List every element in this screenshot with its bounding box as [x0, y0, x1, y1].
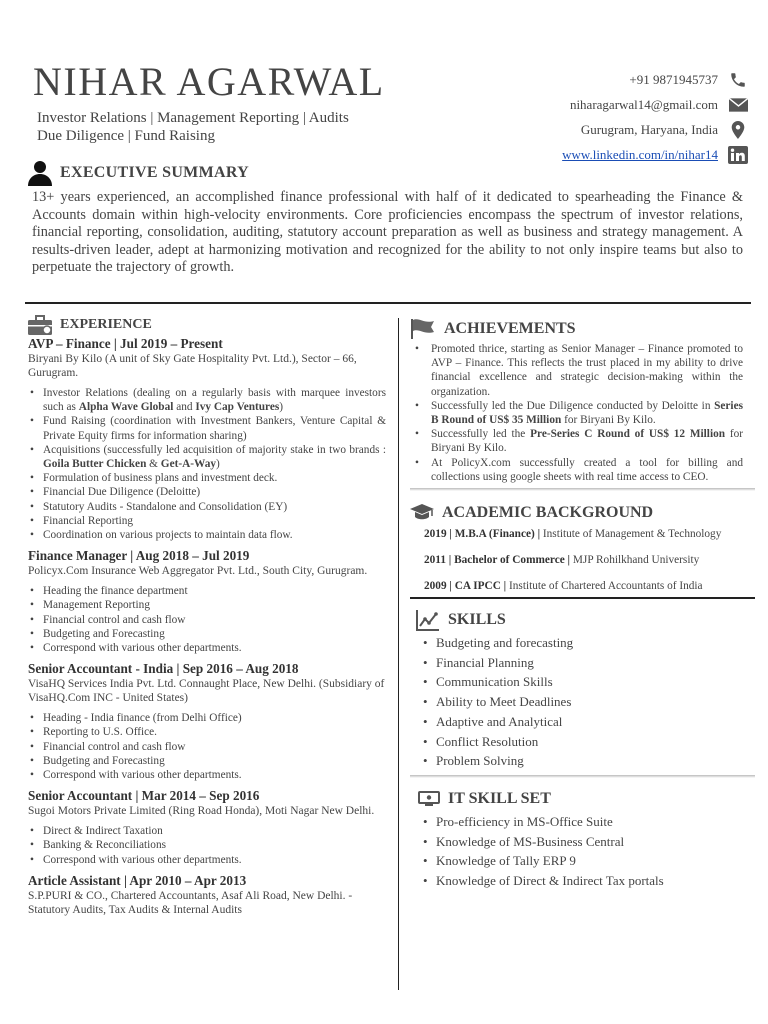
list-item: • Budgeting and Forecasting	[28, 754, 386, 768]
side-column	[410, 316, 755, 899]
education-entry: 2019 | M.B.A (Finance) | Institute of Management & Technology	[424, 528, 722, 541]
list-item: • Heading the finance department	[28, 584, 386, 598]
line-chart-icon	[416, 609, 440, 631]
skills-heading-text: SKILLS	[448, 611, 506, 629]
list-item: • At PolicyX.com successfully created a tool for billing and collections using google sheets with real time access to CEO.	[410, 456, 755, 484]
list-item: • Financial Reporting	[28, 514, 386, 528]
section-divider	[410, 775, 755, 778]
list-item: • Knowledge of Direct & Indirect Tax portals	[410, 871, 755, 891]
job-title: AVP – Finance | Jul 2019 – Present	[28, 336, 223, 351]
list-item: • Budgeting and Forecasting	[28, 627, 386, 641]
job-title: Senior Accountant | Mar 2014 – Sep 2016	[28, 788, 260, 804]
list-item: • Investor Relations (dealing on a regularly basis with marquee investors such as Alpha Wave Global and Ivy Cap Ventures)	[28, 386, 386, 414]
briefcase-icon	[28, 315, 52, 335]
contact-linkedin	[418, 142, 748, 167]
phone-text: +91 9871945737	[629, 71, 718, 87]
contact-block	[418, 67, 748, 167]
job-entry	[28, 336, 386, 542]
list-item: • Adaptive and Analytical	[410, 712, 755, 732]
job-bullets	[28, 386, 386, 542]
job-bullets	[28, 711, 386, 782]
list-item: • Budgeting and forecasting	[410, 633, 755, 653]
job-entry	[28, 548, 386, 655]
person-icon	[28, 160, 52, 186]
list-item: • Problem Solving	[410, 751, 755, 771]
it-skills-section	[410, 786, 755, 891]
column-divider	[398, 318, 399, 990]
skills-heading	[410, 607, 755, 633]
graduation-cap-icon	[410, 504, 434, 522]
monitor-icon	[418, 791, 440, 807]
skills-section	[410, 607, 755, 778]
job-bullets	[28, 824, 386, 867]
list-item: • Knowledge of MS-Business Central	[410, 832, 755, 852]
list-item: • Statutory Audits - Standalone and Consolidation (EY)	[28, 500, 386, 514]
education-entry: 2009 | CA IPCC | Institute of Chartered Accountants of India	[424, 580, 703, 593]
list-item: • Financial Due Diligence (Deloitte)	[28, 485, 386, 499]
section-divider	[410, 597, 755, 599]
experience-column	[28, 314, 386, 923]
location-text: Gurugram, Haryana, India	[580, 121, 718, 137]
academic-heading	[410, 499, 755, 527]
achievements-heading-text: ACHIEVEMENTS	[444, 320, 576, 337]
linkedin-link[interactable]: www.linkedin.com/in/nihar14	[562, 146, 718, 162]
experience-heading	[28, 314, 386, 336]
achievements-section	[410, 316, 755, 491]
list-item: • Financial control and cash flow	[28, 740, 386, 754]
job-title: Senior Accountant - India | Sep 2016 – Aug 2018	[28, 661, 299, 677]
tagline-line: Investor Relations | Management Reporting | Audits	[37, 110, 349, 126]
job-title: Article Assistant | Apr 2010 – Apr 2013	[28, 872, 247, 888]
list-item: • Communication Skills	[410, 672, 755, 692]
summary-heading	[28, 160, 249, 186]
list-item: • Heading - India finance (from Delhi Office)	[28, 711, 386, 725]
job-entry	[28, 873, 386, 917]
list-item: • Correspond with various other departments.	[28, 641, 386, 655]
list-item: • Formulation of business plans and investment deck.	[28, 471, 386, 485]
candidate-name: NIHAR AGARWAL	[33, 59, 385, 104]
job-entry	[28, 661, 386, 782]
contact-phone	[418, 67, 748, 92]
list-item: • Banking & Reconciliations	[28, 838, 386, 852]
academic-heading-text: ACADEMIC BACKGROUND	[442, 504, 654, 522]
envelope-icon	[728, 96, 748, 114]
it-skills-heading-text: IT SKILL SET	[448, 789, 551, 807]
email-text[interactable]: niharagarwal14@gmail.com	[569, 96, 718, 112]
job-company: Policyx.Com Insurance Web Aggregator Pvt. Ltd., South City, Gurugram.	[28, 565, 368, 578]
job-company: Biryani By Kilo (A unit of Sky Gate Hospitality Pvt. Ltd.), Sector – 66, Gurugram.	[28, 353, 357, 379]
experience-heading-text: EXPERIENCE	[60, 317, 152, 332]
professional-tagline	[37, 109, 427, 145]
job-title: Finance Manager | Aug 2018 – Jul 2019	[28, 548, 250, 564]
contact-email	[418, 92, 748, 117]
list-item: • Successfully led the Due Diligence conducted by Deloitte in Series B Round of US$ 35 Million for Biryani By Kilo.	[410, 399, 755, 427]
flag-icon	[410, 318, 436, 340]
list-item: • Financial control and cash flow	[28, 613, 386, 627]
list-item: • Knowledge of Tally ERP 9	[410, 851, 755, 871]
list-item: • Acquisitions (successfully led acquisition of majority stake in two brands : Goila Butter Chicken & Get-A-Way)	[28, 443, 386, 471]
list-item: • Successfully led the Pre-Series C Round of US$ 12 Million for Biryani By Kilo.	[410, 427, 755, 455]
achievements-list	[410, 342, 755, 484]
job-company: VisaHQ Services India Pvt. Ltd. Connaught Place, New Delhi. (Subsidiary of VisaHQ.Com INC - United States)	[28, 678, 385, 705]
job-company: Sugoi Motors Private Limited (Ring Road Honda), Moti Nagar New Delhi.	[28, 805, 375, 818]
job-bullets	[28, 584, 386, 655]
tagline-line: Due Diligence | Fund Raising	[37, 128, 215, 144]
skills-list	[410, 633, 755, 771]
job-entry	[28, 788, 386, 867]
map-pin-icon	[728, 121, 748, 139]
list-item: • Pro-efficiency in MS-Office Suite	[410, 812, 755, 832]
list-item: • Ability to Meet Deadlines	[410, 692, 755, 712]
it-skills-list	[410, 812, 755, 891]
linkedin-icon	[728, 146, 748, 164]
education-entry: 2011 | Bachelor of Commerce | MJP Rohilkhand University	[424, 554, 700, 567]
summary-heading-text: EXECUTIVE SUMMARY	[60, 164, 249, 181]
academic-section	[410, 499, 755, 599]
job-company: S.P.PURI & CO., Chartered Accountants, Asaf Ali Road, New Delhi. - Statutory Audits, Tax Audits & Internal Audits	[28, 889, 353, 916]
list-item: • Conflict Resolution	[410, 732, 755, 752]
list-item: • Direct & Indirect Taxation	[28, 824, 386, 838]
list-item: • Promoted thrice, starting as Senior Manager – Finance promoted to AVP – Finance. This reflects the trust placed in my ability to drive financial excellence and strategic decision-making within the organization.	[410, 342, 755, 399]
it-skills-heading	[410, 786, 755, 812]
list-item: • Reporting to U.S. Office.	[28, 725, 386, 739]
summary-paragraph: 13+ years experienced, an accomplished finance professional with half of it dedicated to spearheading the Finance & Accounts domain within high-velocity environments. Core proficiencies encompass the spectrum of investor relations, financial reporting, consolidation, auditing, statutory account preparation as well as business and strategy management. A results-driven leader, adept at harmonizing motivation and recognized for the ability to not only inspire teams but also to perpetuate the trajectory of growth.	[32, 189, 743, 276]
phone-icon	[728, 71, 748, 89]
achievements-heading	[410, 316, 755, 342]
list-item: • Fund Raising (coordination with Investment Bankers, Venture Capital & Private Equity firms for information sharing)	[28, 414, 386, 442]
list-item: • Financial Planning	[410, 653, 755, 673]
contact-location	[418, 117, 748, 142]
section-divider	[25, 302, 751, 304]
list-item: • Management Reporting	[28, 598, 386, 612]
list-item: • Correspond with various other departments.	[28, 768, 386, 782]
section-divider	[410, 488, 755, 491]
list-item: • Coordination on various projects to maintain data flow.	[28, 528, 386, 542]
list-item: • Correspond with various other departments.	[28, 853, 386, 867]
